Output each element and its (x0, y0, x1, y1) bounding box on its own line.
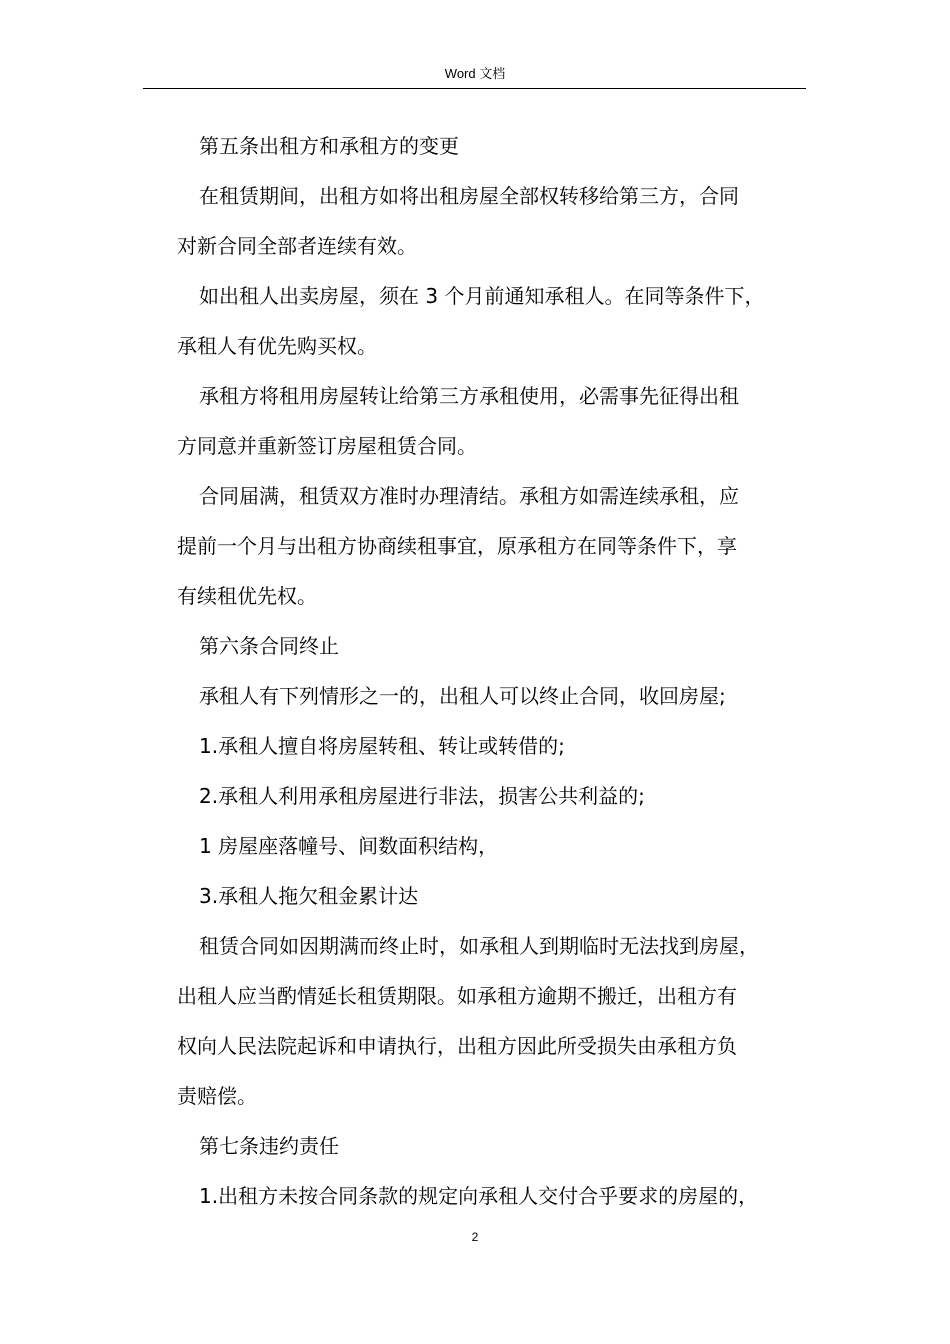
paragraph-line: 如出租人出卖房屋，须在 3 个月前通知承租人。在同等条件下， (199, 284, 765, 308)
paragraph-line: 第五条出租方和承租方的变更 (199, 134, 459, 158)
paragraph-line: 责赔偿。 (177, 1084, 257, 1108)
paragraph (177, 171, 809, 271)
paragraph (177, 621, 809, 671)
paragraph-line: 租赁合同如因期满而终止时，如承租人到期临时无法找到房屋， (199, 934, 759, 958)
paragraph-line: 在租赁期间，出租方如将出租房屋全部权转移给第三方，合同 (199, 184, 739, 208)
paragraph-line: 合同届满，租赁双方准时办理清结。承租方如需连续承租，应 (199, 484, 739, 508)
paragraph-line: 承租方将租用房屋转让给第三方承租使用，必需事先征得出租 (199, 384, 739, 408)
paragraph (177, 1121, 809, 1171)
page-header: Word 文档 (444, 66, 506, 81)
paragraph (177, 671, 809, 721)
paragraph (177, 721, 809, 771)
document-body (177, 121, 809, 1221)
paragraph (177, 1171, 809, 1221)
paragraph-line: 第七条违约责任 (199, 1134, 339, 1158)
paragraph-line: 1 房屋座落幢号、间数面积结构， (199, 834, 499, 858)
paragraph-line: 2.承租人利用承租房屋进行非法，损害公共利益的; (199, 784, 645, 808)
paragraph-line: 1.出租方未按合同条款的规定向承租人交付合乎要求的房屋的， (199, 1184, 759, 1208)
paragraph-line: 对新合同全部者连续有效。 (177, 234, 417, 258)
paragraph-line: 出租人应当酌情延长租赁期限。如承租方逾期不搬迁，出租方有 (177, 984, 737, 1008)
page-number: 2 (471, 1230, 479, 1244)
paragraph (177, 771, 809, 821)
paragraph (177, 471, 809, 621)
paragraph-line: 方同意并重新签订房屋租赁合同。 (177, 434, 477, 458)
paragraph-line: 提前一个月与出租方协商续租事宜，原承租方在同等条件下，享 (177, 534, 737, 558)
paragraph-line: 承租人有优先购买权。 (177, 334, 377, 358)
paragraph-line: 第六条合同终止 (199, 634, 339, 658)
paragraph (177, 871, 809, 921)
paragraph-line: 3.承租人拖欠租金累计达 (199, 884, 419, 908)
paragraph-line: 权向人民法院起诉和申请执行，出租方因此所受损失由承租方负 (177, 1034, 737, 1058)
paragraph (177, 371, 809, 471)
header-divider (143, 88, 806, 89)
paragraph-line: 有续租优先权。 (177, 584, 317, 608)
paragraph-line: 承租人有下列情形之一的，出租人可以终止合同，收回房屋; (199, 684, 726, 708)
paragraph-line: 1.承租人擅自将房屋转租、转让或转借的; (199, 734, 565, 758)
paragraph (177, 921, 809, 1121)
paragraph (177, 821, 809, 871)
paragraph (177, 271, 809, 371)
paragraph (177, 121, 809, 171)
